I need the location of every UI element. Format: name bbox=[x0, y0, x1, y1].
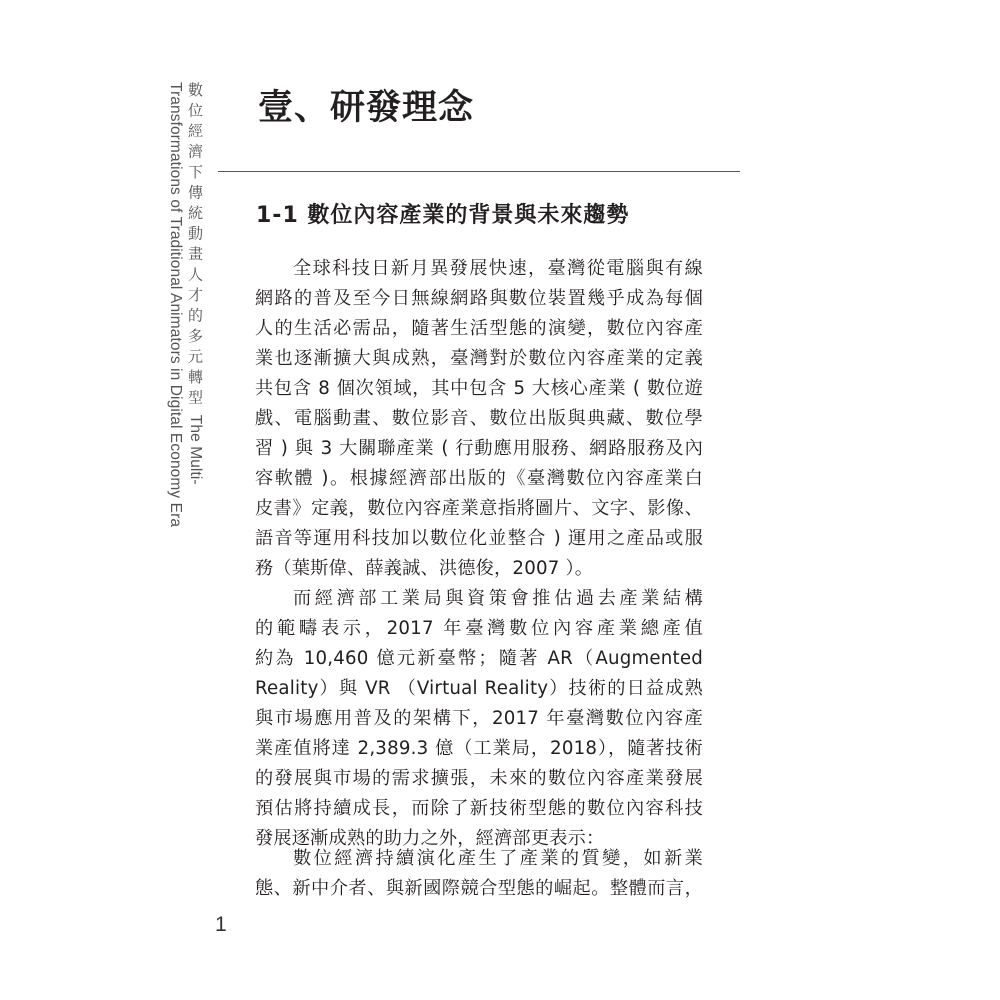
chapter-divider bbox=[218, 171, 740, 172]
paragraph-1-line: 人的生活必需品，隨著生活型態的演變，數位內容產 bbox=[255, 318, 703, 339]
paragraph-1-line: 語音等運用科技加以數位化並整合 ) 運用之產品或服 bbox=[255, 528, 703, 549]
paragraph-2-line: 業產值將達 2,389.3 億（工業局，2018），隨著技術 bbox=[255, 738, 703, 759]
page-number: 1 bbox=[215, 913, 227, 936]
paragraph-2-line: 而經濟部工業局與資策會推估過去產業結構 bbox=[293, 588, 703, 609]
paragraph-3-line: 數位經濟持續演化產生了產業的質變，如新業 bbox=[293, 848, 703, 869]
paragraph-2-line: 的發展與市場的需求擴張，未來的數位內容產業發展 bbox=[255, 768, 703, 789]
paragraph-1-line: 習 ) 與 3 大關聯產業 ( 行動應用服務、網路服務及內 bbox=[255, 438, 703, 459]
paragraph-2-line: 發展逐漸成熟的助力之外，經濟部更表示： bbox=[255, 828, 605, 849]
paragraph-2-line: 約為 10,460 億元新臺幣；隨著 AR（Augmented bbox=[255, 648, 703, 669]
paragraph-2-line: Reality）與 VR （Virtual Reality）技術的日益成熟 bbox=[255, 678, 703, 699]
paragraph-2-line: 的範疇表示，2017 年臺灣數位內容產業總產值 bbox=[255, 618, 703, 639]
paragraph-1-line: 皮書》定義，數位內容產業意指將圖片、文字、影像、 bbox=[255, 498, 703, 519]
paragraph-2-line: 與市場應用普及的架構下，2017 年臺灣數位內容產 bbox=[255, 708, 703, 729]
chapter-title: 壹、研發理念 bbox=[258, 88, 475, 128]
paragraph-3-line: 態、新中介者、與新國際競合型態的崛起。整體而言， bbox=[255, 878, 703, 899]
running-header-title-en: The Multi-Transformations of Traditional Animators in Digital Economy Era bbox=[167, 82, 204, 528]
section-title: 1-1 數位內容產業的背景與未來趨勢 bbox=[256, 203, 630, 228]
paragraph-1-line: 全球科技日新月異發展快速，臺灣從電腦與有線 bbox=[293, 258, 703, 279]
running-header-title-zh: 數位經濟下傳統動畫人才的多元轉型 bbox=[186, 82, 204, 410]
paragraph-1-line: 戲、電腦動畫、數位影音、數位出版與典藏、數位學 bbox=[255, 408, 703, 429]
running-header bbox=[165, 82, 205, 582]
paragraph-1-line: 務（葉斯偉、薛義誠、洪德俊，2007 ）。 bbox=[255, 558, 594, 579]
paragraph-1-line: 容軟體 )。根據經濟部出版的《臺灣數位內容產業白 bbox=[255, 468, 703, 489]
paragraph-1-line: 業也逐漸擴大與成熟，臺灣對於數位內容產業的定義 bbox=[255, 348, 703, 369]
paragraph-1-line: 共包含 8 個次領域，其中包含 5 大核心產業 ( 數位遊 bbox=[255, 378, 703, 399]
paragraph-1-line: 網路的普及至今日無線網路與數位裝置幾乎成為每個 bbox=[255, 288, 703, 309]
paragraph-2-line: 預估將持續成長，而除了新技術型態的數位內容科技 bbox=[255, 798, 703, 819]
